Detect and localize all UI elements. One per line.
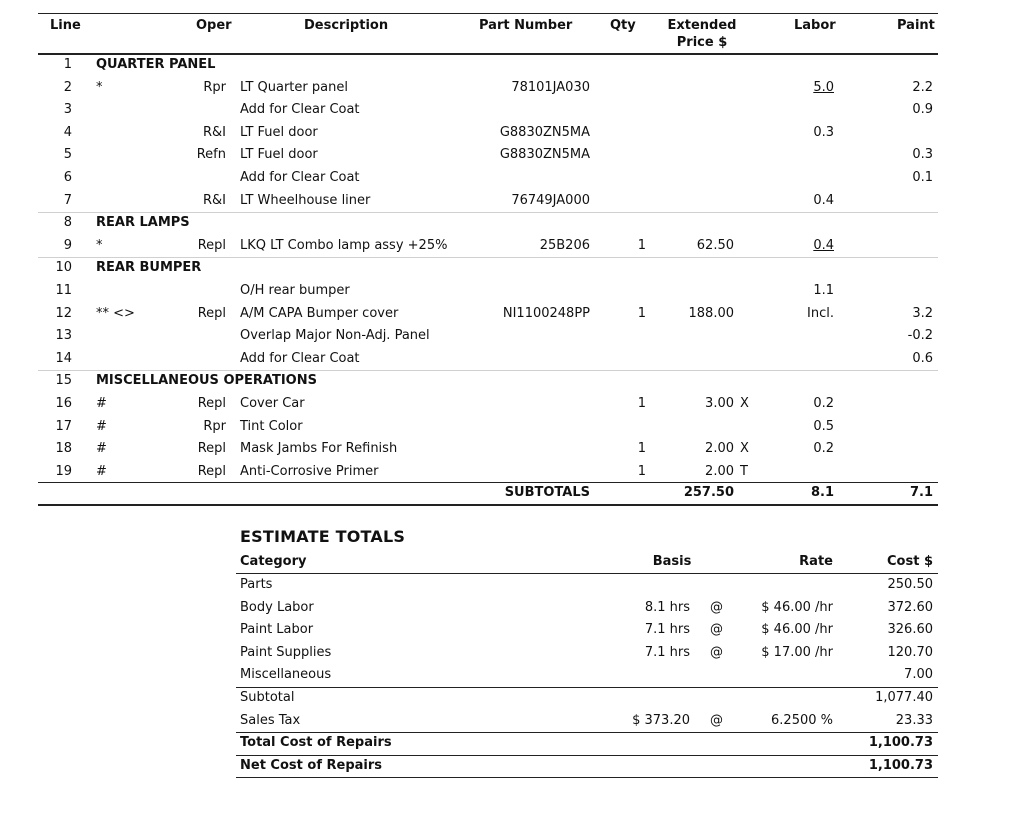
line-number: 7 [63, 192, 72, 208]
totals-header-cost: Cost $ [887, 554, 933, 569]
line-extended-price: 3.00 [705, 396, 734, 411]
section-title: MISCELLANEOUS OPERATIONS [96, 373, 317, 389]
line-price-code: T [740, 463, 748, 479]
line-paint: 0.9 [912, 102, 933, 118]
table-row [0, 122, 1032, 145]
line-number: 14 [55, 350, 72, 366]
line-part-number: 76749JA000 [511, 192, 590, 208]
totals-rule [236, 732, 938, 733]
totals-rate: $ 46.00 /hr [761, 599, 833, 615]
table-row [0, 461, 1032, 484]
table-row [0, 99, 1032, 122]
line-oper: Repl [197, 305, 226, 321]
line-paint: 0.6 [912, 350, 933, 366]
line-flag: ** <> [96, 305, 135, 321]
line-oper: Rpr [203, 418, 226, 434]
section-row [0, 54, 1032, 77]
section-separator [38, 370, 938, 371]
section-row [0, 257, 1032, 280]
line-number: 18 [55, 441, 72, 457]
line-qty: 1 [637, 396, 646, 411]
line-oper: Repl [197, 396, 226, 411]
line-labor: 0.2 [813, 441, 834, 457]
line-number: 3 [63, 102, 72, 118]
line-extended-price: 188.00 [688, 305, 734, 321]
totals-rule [236, 755, 938, 756]
section-title: QUARTER PANEL [96, 57, 216, 72]
line-number: 9 [63, 237, 72, 253]
line-description: LT Fuel door [240, 147, 318, 163]
line-number: 6 [63, 170, 72, 185]
line-flag: * [96, 237, 103, 253]
header-qty: Qty [610, 18, 636, 33]
line-number: 8 [63, 215, 72, 231]
line-number: 16 [55, 396, 72, 411]
table-row [0, 190, 1032, 213]
line-description: A/M CAPA Bumper cover [240, 305, 399, 321]
line-description: O/H rear bumper [240, 283, 350, 298]
line-part-number: G8830ZN5MA [499, 124, 590, 140]
totals-at-sign: @ [710, 644, 723, 660]
line-labor: 0.3 [813, 124, 834, 140]
line-number: 17 [55, 418, 72, 434]
line-oper: Rpr [203, 79, 226, 95]
table-row [0, 393, 1032, 416]
totals-row [0, 642, 1032, 665]
section-separator [38, 212, 938, 213]
line-oper: R&I [202, 124, 226, 140]
totals-category: Total Cost of Repairs [240, 735, 392, 751]
header-labor: Labor [794, 18, 836, 33]
line-price-code: X [740, 396, 749, 411]
totals-at-sign: @ [710, 599, 723, 615]
line-number: 15 [55, 373, 72, 389]
line-labor: 1.1 [813, 283, 834, 298]
totals-category: Sales Tax [240, 712, 301, 728]
totals-rate: $ 17.00 /hr [761, 644, 833, 660]
table-row [0, 348, 1032, 371]
line-paint: 0.1 [912, 170, 933, 185]
totals-cost: 120.70 [887, 644, 933, 660]
line-qty: 1 [637, 441, 646, 457]
line-description: Overlap Major Non-Adj. Panel [240, 328, 430, 344]
line-paint: -0.2 [907, 328, 933, 344]
section-row [0, 370, 1032, 393]
line-labor: Incl. [807, 305, 834, 321]
line-description: Anti-Corrosive Primer [240, 463, 379, 479]
line-number: 11 [55, 283, 72, 298]
table-row [0, 144, 1032, 167]
header-top-rule [38, 13, 938, 14]
line-extended-price: 2.00 [705, 463, 734, 479]
totals-cost: 1,077.40 [875, 690, 933, 705]
line-qty: 1 [637, 305, 646, 321]
subtotals-labor: 8.1 [810, 485, 834, 500]
totals-rule [236, 777, 938, 778]
totals-row [0, 664, 1032, 687]
section-title: REAR LAMPS [96, 215, 190, 231]
line-description: Add for Clear Coat [240, 170, 360, 185]
line-oper: Refn [196, 147, 226, 163]
line-flag: # [96, 463, 107, 479]
line-number: 2 [63, 79, 72, 95]
subtotals-price: 257.50 [683, 485, 734, 500]
line-extended-price: 2.00 [705, 441, 734, 457]
totals-basis: 8.1 hrs [644, 599, 690, 615]
header-description: Description [304, 18, 389, 33]
line-flag: # [96, 396, 107, 411]
line-qty: 1 [637, 237, 646, 253]
totals-basis: 7.1 hrs [644, 622, 690, 638]
line-paint: 0.3 [912, 147, 933, 163]
line-number: 10 [55, 260, 72, 276]
line-part-number: G8830ZN5MA [499, 147, 590, 163]
header-part-number: Part Number [479, 18, 573, 33]
totals-cost: 7.00 [904, 667, 933, 683]
totals-header-category: Category [240, 554, 307, 569]
line-flag: # [96, 418, 107, 434]
totals-row [0, 597, 1032, 620]
line-number: 12 [55, 305, 72, 321]
section-title: REAR BUMPER [96, 260, 202, 276]
line-labor: 5.0 [813, 79, 834, 95]
totals-category: Subtotal [240, 690, 295, 705]
line-description: Add for Clear Coat [240, 350, 360, 366]
line-description: LT Wheelhouse liner [240, 192, 371, 208]
line-oper: Repl [197, 463, 226, 479]
totals-row [0, 710, 1032, 733]
header-extended-line1: Extended [667, 18, 737, 33]
estimate-totals-title: ESTIMATE TOTALS [240, 527, 406, 546]
totals-basis: 7.1 hrs [644, 644, 690, 660]
line-paint: 3.2 [912, 305, 933, 321]
totals-cost: 23.33 [895, 712, 933, 728]
table-row [0, 325, 1032, 348]
line-oper: Repl [197, 237, 226, 253]
table-row [0, 167, 1032, 190]
totals-rule [236, 687, 938, 688]
line-labor: 0.2 [813, 396, 834, 411]
section-separator [38, 257, 938, 258]
line-description: LKQ LT Combo lamp assy +25% [240, 237, 448, 253]
subtotals-label: SUBTOTALS [504, 485, 590, 500]
totals-cost: 1,100.73 [868, 757, 933, 773]
totals-row [0, 755, 1032, 778]
subtotals-paint: 7.1 [909, 485, 933, 500]
totals-category: Paint Labor [240, 622, 314, 638]
totals-cost: 250.50 [887, 577, 933, 592]
totals-category: Body Labor [240, 599, 314, 615]
line-description: LT Fuel door [240, 124, 318, 140]
line-part-number: 25B206 [539, 237, 590, 253]
totals-row [0, 732, 1032, 755]
line-number: 1 [63, 57, 72, 72]
line-description: Mask Jambs For Refinish [240, 441, 398, 457]
line-oper: R&I [202, 192, 226, 208]
totals-header-basis: Basis [652, 554, 692, 569]
header-oper: Oper [196, 18, 232, 33]
table-row [0, 416, 1032, 439]
totals-cost: 1,100.73 [868, 735, 933, 751]
totals-category: Net Cost of Repairs [240, 757, 383, 773]
totals-cost: 326.60 [887, 622, 933, 638]
totals-at-sign: @ [710, 712, 723, 728]
line-number: 13 [55, 328, 72, 344]
totals-row [0, 619, 1032, 642]
totals-cost: 372.60 [887, 599, 933, 615]
line-part-number: 78101JA030 [511, 79, 590, 95]
line-flag: # [96, 441, 107, 457]
line-qty: 1 [637, 463, 646, 479]
line-description: Add for Clear Coat [240, 102, 360, 118]
totals-basis: $ 373.20 [632, 712, 690, 728]
header-line: Line [50, 18, 81, 33]
line-description: Cover Car [240, 396, 305, 411]
header-paint: Paint [897, 18, 935, 33]
section-row [0, 212, 1032, 235]
subtotal-bottom-rule [38, 504, 938, 506]
totals-category: Miscellaneous [240, 667, 332, 683]
table-row [0, 303, 1032, 326]
totals-header-rate: Rate [799, 554, 833, 569]
line-labor: 0.5 [813, 418, 834, 434]
table-row [0, 280, 1032, 303]
totals-category: Paint Supplies [240, 644, 332, 660]
totals-rate: $ 46.00 /hr [761, 622, 833, 638]
line-price-code: X [740, 441, 749, 457]
line-flag: * [96, 79, 103, 95]
table-row [0, 438, 1032, 461]
line-paint: 2.2 [912, 79, 933, 95]
line-oper: Repl [197, 441, 226, 457]
header-extended-line2: Price $ [676, 35, 728, 50]
totals-at-sign: @ [710, 622, 723, 638]
totals-rate: 6.2500 % [771, 712, 833, 728]
totals-row [0, 687, 1032, 710]
line-description: Tint Color [240, 418, 303, 434]
line-labor: 0.4 [813, 192, 834, 208]
estimate-totals-header [0, 551, 1032, 574]
totals-row [0, 574, 1032, 597]
table-row [0, 77, 1032, 100]
line-part-number: NI1100248PP [502, 305, 590, 321]
header-extended-price [664, 17, 740, 51]
subtotals-row [0, 483, 1032, 503]
line-number: 19 [55, 463, 72, 479]
table-row [0, 235, 1032, 258]
line-extended-price: 62.50 [696, 237, 734, 253]
line-number: 5 [63, 147, 72, 163]
line-number: 4 [63, 124, 72, 140]
line-description: LT Quarter panel [240, 79, 348, 95]
totals-category: Parts [240, 577, 273, 592]
line-labor: 0.4 [813, 237, 834, 253]
